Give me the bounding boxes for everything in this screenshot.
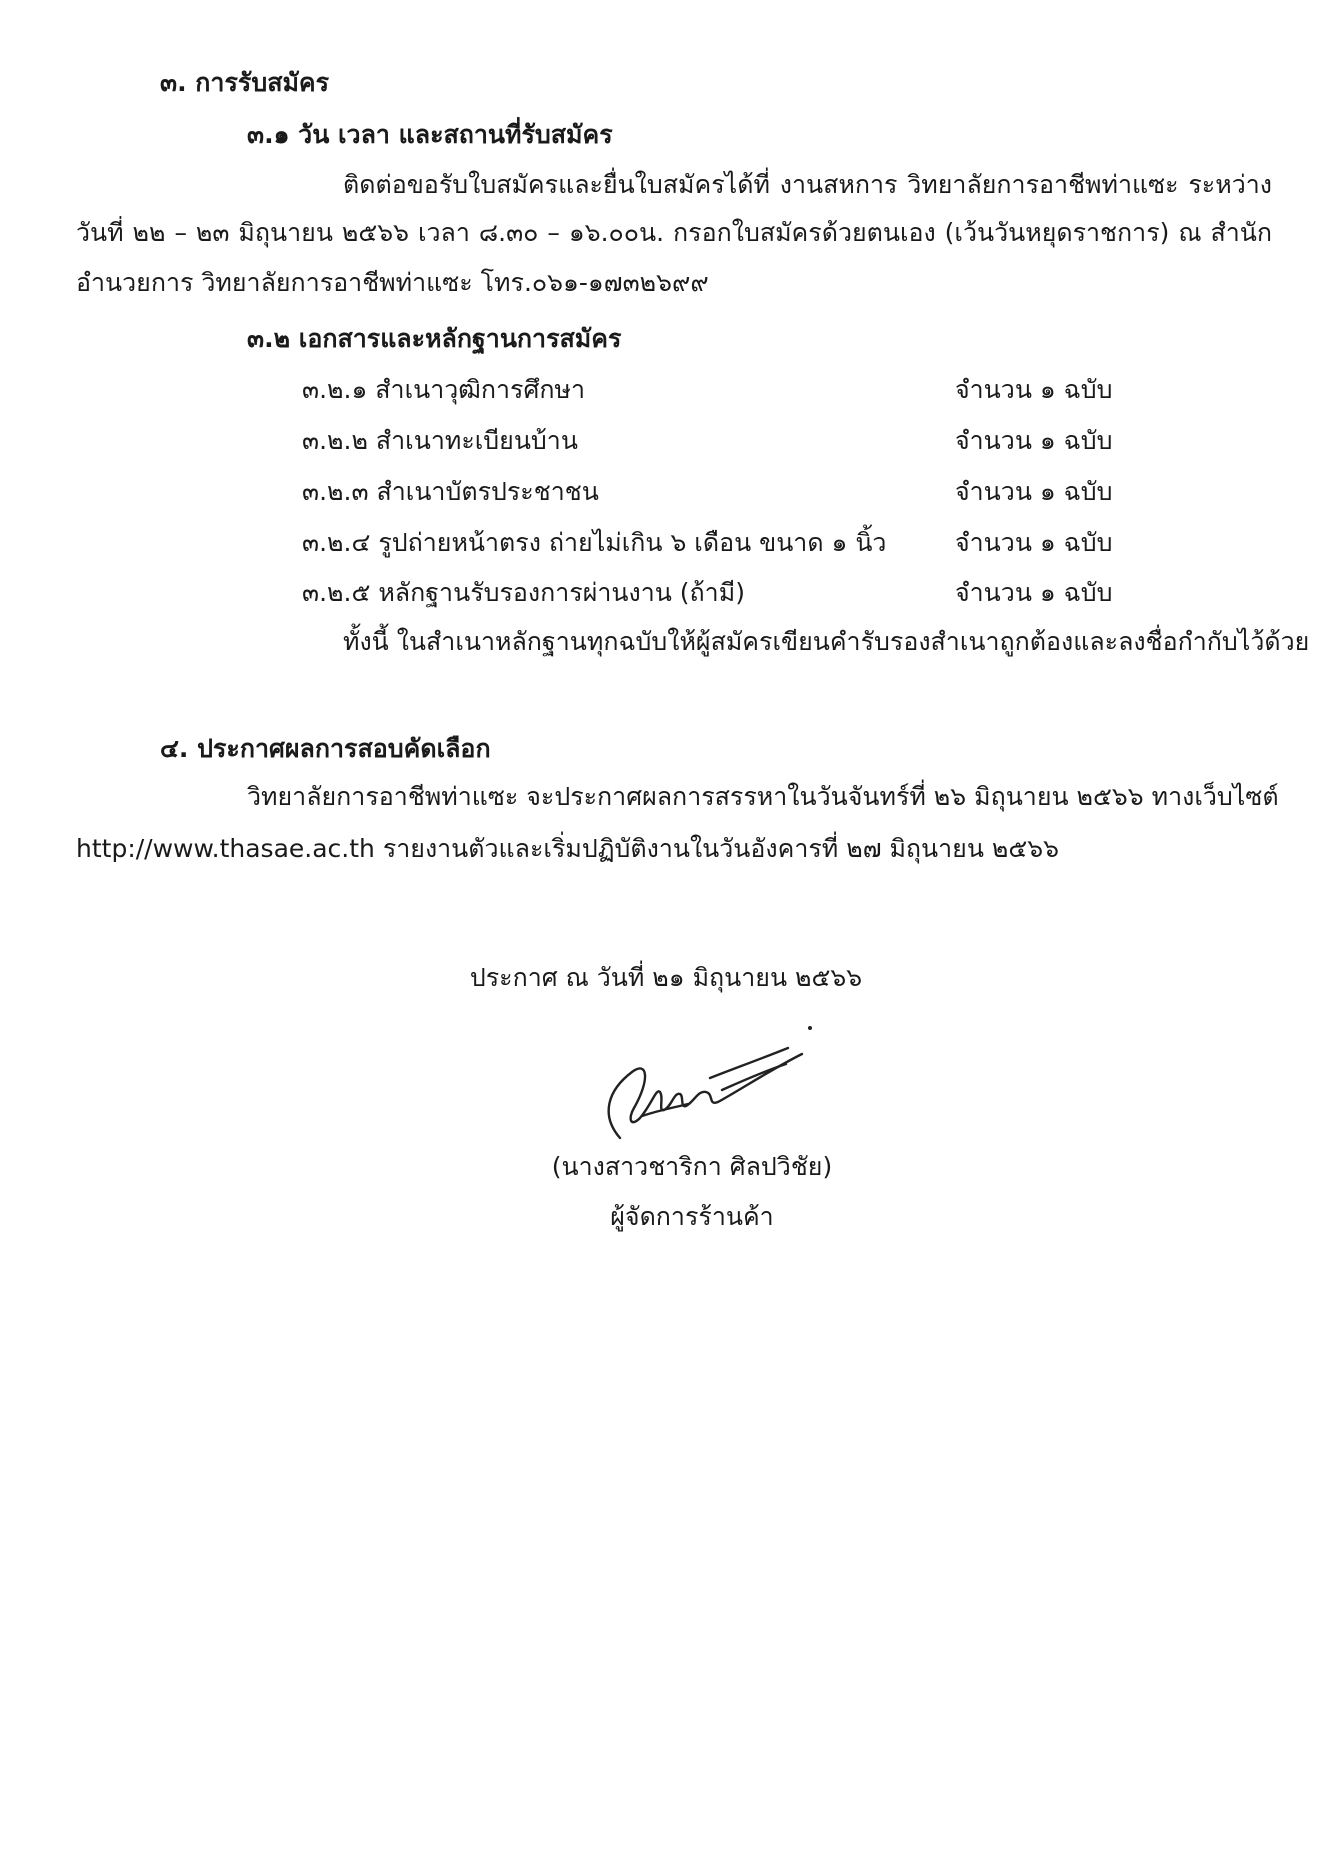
section3-1-line-2: วันที่ ๒๒ – ๒๓ มิถุนายน ๒๕๖๖ เวลา ๘.๓๐ – ๑๖.๐๐น. กรอกใบสมัครด้วยตนเอง (เว้นวันหยุดราชการ) ณ สำนัก [76,218,1272,247]
document-item-label: ๓.๒.๑ สำเนาวุฒิการศึกษา [302,375,585,404]
document-item-quantity: จำนวน ๑ ฉบับ [955,528,1113,557]
document-item [0,424,1332,458]
announcement-date: ประกาศ ณ วันที่ ๒๑ มิถุนายน ๒๕๖๖ [469,963,863,992]
section3-2-note: ทั้งนี้ ในสำเนาหลักฐานทุกฉบับให้ผู้สมัครเขียนคำรับรองสำเนาถูกต้องและลงชื่อกำกับไว้ด้วย [343,627,1310,656]
document-item-quantity: จำนวน ๑ ฉบับ [955,477,1113,506]
document-item-label: ๓.๒.๕ หลักฐานรับรองการผ่านงาน (ถ้ามี) [302,578,745,607]
document-item [0,475,1332,509]
document-item-quantity: จำนวน ๑ ฉบับ [955,426,1113,455]
section3-1-heading: ๓.๑ วัน เวลา และสถานที่รับสมัคร [247,120,613,149]
section3-heading: ๓. การรับสมัคร [160,68,330,97]
signature-image [590,1020,820,1150]
section3-1-line-3: อำนวยการ วิทยาลัยการอาชีพท่าแซะ โทร.๐๖๑-๑๗๓๒๖๙๙ [76,268,709,297]
signer-name: (นางสาวชาริกา ศิลปวิชัย) [551,1152,833,1181]
document-item-quantity: จำนวน ๑ ฉบับ [955,578,1113,607]
document-item-label: ๓.๒.๓ สำเนาบัตรประชาชน [302,477,599,506]
signer-position: ผู้จัดการร้านค้า [610,1202,774,1231]
document-item-label: ๓.๒.๔ รูปถ่ายหน้าตรง ถ่ายไม่เกิน ๖ เดือน ขนาด ๑ นิ้ว [302,528,887,557]
section3-1-line-1: ติดต่อขอรับใบสมัครและยื่นใบสมัครได้ที่ งานสหการ วิทยาลัยการอาชีพท่าแซะ ระหว่าง [343,170,1272,199]
section4-line-1: วิทยาลัยการอาชีพท่าแซะ จะประกาศผลการสรรหาในวันจันทร์ที่ ๒๖ มิถุนายน ๒๕๖๖ ทางเว็บไซต์ [247,782,1279,811]
document-item [0,373,1332,407]
document-item [0,526,1332,560]
document-item-label: ๓.๒.๒ สำเนาทะเบียนบ้าน [302,426,578,455]
section4-heading: ๔. ประกาศผลการสอบคัดเลือก [160,734,491,763]
section3-2-heading: ๓.๒ เอกสารและหลักฐานการสมัคร [247,324,622,353]
document-item-quantity: จำนวน ๑ ฉบับ [955,375,1113,404]
document-item [0,576,1332,610]
section4-line-2: http://www.thasae.ac.th รายงานตัวและเริ่มปฏิบัติงานในวันอังคารที่ ๒๗ มิถุนายน ๒๕๖๖ [76,834,1060,863]
